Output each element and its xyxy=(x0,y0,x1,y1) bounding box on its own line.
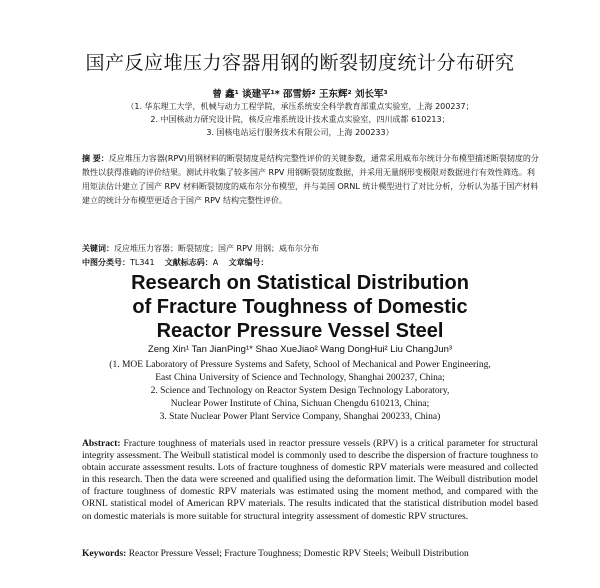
english-title-line-2: of Fracture Toughness of Domestic xyxy=(132,296,468,318)
english-title-line-3: Reactor Pressure Vessel Steel xyxy=(156,320,444,342)
english-keywords xyxy=(82,548,538,560)
english-keywords-label: Keywords: xyxy=(82,549,127,559)
doc-code-label: 文献标志码： xyxy=(164,258,213,267)
english-affiliation-1: (1. MOE Laboratory of Pressure Systems and Safety, School of Mechanical and Power Engineering, xyxy=(109,360,491,370)
clc-value: TL341 xyxy=(130,258,155,267)
doc-code-value: A xyxy=(212,258,219,267)
chinese-affiliation-2: 2. 中国核动力研究设计院，核反应堆系统设计技术重点实验室，四川成都 610213； xyxy=(150,115,450,124)
english-authors: Zeng Xin¹ Tan JianPing¹* Shao XueJiao² Wang DongHui² Liu ChangJun³ xyxy=(147,344,453,355)
english-abstract-text: Fracture toughness of materials used in reactor pressure vessels (RPV) is a critical parameter for structural integrity assessment. The Weibull statistical model is commonly used to describe the dispersion of fracture toughness to obtain accurate assessment results. Lots of fracture toughness of domestic RPV materials were measured and collected in this research. Then the data were screened and qualified using the deformation limit. The Weibull distribution model of fracture toughness of domestic RPV materials was estimated using the moment method, and compared with the ORNL statistical model of American RPV materials. The results indicated that the statistical distribution model based on domestic materials is more suitable for structural integrity assessment of domestic RPV structures. xyxy=(82,439,538,522)
chinese-abstract-text: 反应堆压力容器(RPV)用钢材料的断裂韧度是结构完整性评价的关键参数，通常采用威布尔统计分布模型描述断裂韧度的分散性以获得准确的评价结果。测试并收集了较多国产 RPV 用钢断裂韧度数据，并采用无量纲形变极限对数据进行有效性筛选。利用矩法估计建立了国产 RPV 材料断裂韧度的威布尔分布模型，并与美国 ORNL 统计模型进行了对比分析，分析认为基于国产材料建立的统计分布模型更适合于国产 RPV 结构完整性评价。 xyxy=(82,154,539,205)
chinese-abstract xyxy=(82,152,542,208)
english-affiliation-2: 2. Science and Technology on Reactor System Design Technology Laboratory, xyxy=(150,386,450,396)
chinese-keywords-label: 关键词： xyxy=(82,244,114,253)
english-abstract xyxy=(82,438,538,523)
article-number-label: 文章编号： xyxy=(228,258,269,267)
clc-label: 中图分类号： xyxy=(82,258,130,267)
english-abstract-label: Abstract: xyxy=(82,439,121,449)
chinese-title: 国产反应堆压力容器用钢的断裂韧度统计分布研究 xyxy=(85,52,515,74)
english-affiliation-2b: Nuclear Power Institute of China, Sichuan Chengdu 610213, China; xyxy=(170,399,430,409)
english-affiliation-3: 3. State Nuclear Power Plant Service Company, Shanghai 200233, China) xyxy=(159,412,441,422)
chinese-authors: 曾 鑫¹ 谈建平¹* 邵雪娇² 王东辉² 刘长军³ xyxy=(212,89,388,100)
chinese-abstract-label: 摘 要： xyxy=(82,154,109,163)
english-keywords-text: Reactor Pressure Vessel; Fracture Toughness; Domestic RPV Steels; Weibull Distribution xyxy=(126,549,469,559)
chinese-affiliation-3: 3. 国核电站运行服务技术有限公司，上海 200233） xyxy=(206,128,394,137)
chinese-classification-line xyxy=(82,257,268,268)
chinese-affiliation-1: （1. 华东理工大学，机械与动力工程学院，承压系统安全科学教育部重点实验室，上海 200237； xyxy=(126,102,474,111)
english-affiliation-1b: East China University of Science and Technology, Shanghai 200237, China; xyxy=(155,373,445,383)
chinese-keywords xyxy=(82,243,319,254)
english-title-line-1: Research on Statistical Distribution xyxy=(131,272,469,294)
chinese-keywords-text: 反应堆压力容器；断裂韧度；国产 RPV 用钢；威布尔分布 xyxy=(114,244,319,253)
